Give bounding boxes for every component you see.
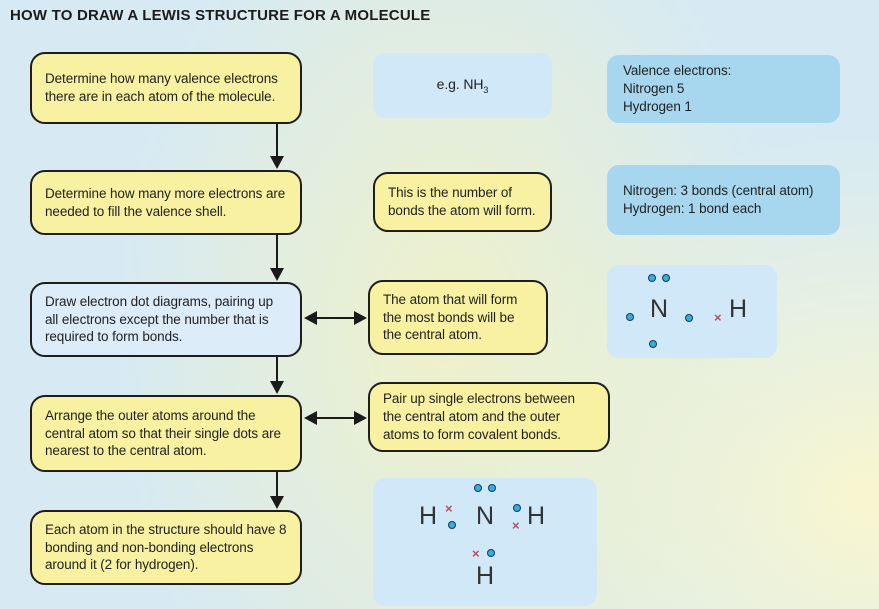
nitrogen-atom-label: N: [476, 502, 495, 530]
electron-x-icon: ×: [714, 310, 722, 325]
step-box-3: [30, 282, 302, 357]
pair-up-note-box: [368, 382, 610, 452]
dot-diagram-atoms-box: [607, 265, 777, 358]
electron-x-icon: ×: [512, 518, 520, 533]
down-arrow-icon: [269, 124, 285, 169]
hydrogen-atom-label: H: [476, 562, 495, 590]
electron-x-icon: ×: [472, 546, 480, 561]
step-5-text: Each atom in the structure should have 8 bonding and non-bonding electrons around it (2 for hydrogen).: [45, 521, 287, 573]
double-arrow-icon: [304, 410, 367, 426]
electron-dot-icon: [487, 549, 495, 557]
central-atom-note-text: The atom that will form the most bonds will be the central atom.: [383, 291, 518, 343]
electron-x-icon: ×: [445, 501, 453, 516]
example-molecule-text: e.g. $NH_3$: [436, 75, 489, 95]
electron-dot-icon: [648, 274, 656, 282]
hydrogen-atom-label: H: [527, 502, 546, 530]
electron-dot-icon: [448, 521, 456, 529]
valence-info-line: Hydrogen 1: [623, 98, 692, 114]
electron-dot-icon: [685, 314, 693, 322]
central-atom-note-box: [368, 280, 548, 355]
electron-dot-icon: [513, 504, 521, 512]
step-4-text: Arrange the outer atoms around the central atom so that their single dots are nearest to the central atom.: [45, 407, 281, 459]
valence-electrons-info-box: [607, 55, 840, 123]
hydrogen-atom-label: H: [419, 502, 438, 530]
step-box-4: [30, 395, 302, 472]
bonds-note-text: This is the number of bonds the atom will form.: [388, 185, 536, 218]
example-molecule-box: [373, 53, 552, 118]
bonds-info-line: Hydrogen: 1 bond each: [623, 201, 762, 216]
valence-info-line: Valence electrons:: [623, 63, 732, 79]
bonds-note-box: [373, 172, 552, 232]
double-arrow-icon: [304, 310, 367, 326]
bonds-info-line: Nitrogen: 3 bonds (central atom): [623, 183, 814, 199]
subscript-3: 3: [483, 84, 489, 95]
bonds-info-box: [607, 165, 840, 235]
pair-up-note-text: Pair up single electrons between the central atom and the outer atoms to form covalent bonds.: [383, 391, 575, 442]
step-1-text: Determine how many valence electrons there are in each atom of the molecule.: [45, 71, 278, 104]
hydrogen-atom-label: H: [729, 295, 748, 323]
step-box-1: [30, 52, 302, 124]
electron-dot-icon: [649, 340, 657, 348]
electron-dot-icon: [488, 484, 496, 492]
step-3-text: Draw electron dot diagrams, pairing up all electrons except the number that is required to form bonds.: [45, 293, 274, 345]
down-arrow-icon: [269, 472, 285, 509]
down-arrow-icon: [269, 357, 285, 394]
step-2-text: Determine how many more electrons are needed to fill the valence shell.: [45, 185, 286, 219]
nitrogen-atom-label: N: [650, 295, 669, 323]
valence-info-line: Nitrogen 5: [623, 81, 685, 97]
down-arrow-icon: [269, 235, 285, 281]
electron-dot-icon: [662, 274, 670, 282]
step-box-2: [30, 170, 302, 235]
step-box-5: [30, 510, 302, 585]
electron-dot-icon: [626, 313, 634, 321]
electron-dot-icon: [474, 484, 482, 492]
page-title: HOW TO DRAW A LEWIS STRUCTURE FOR A MOLECULE: [10, 7, 431, 24]
